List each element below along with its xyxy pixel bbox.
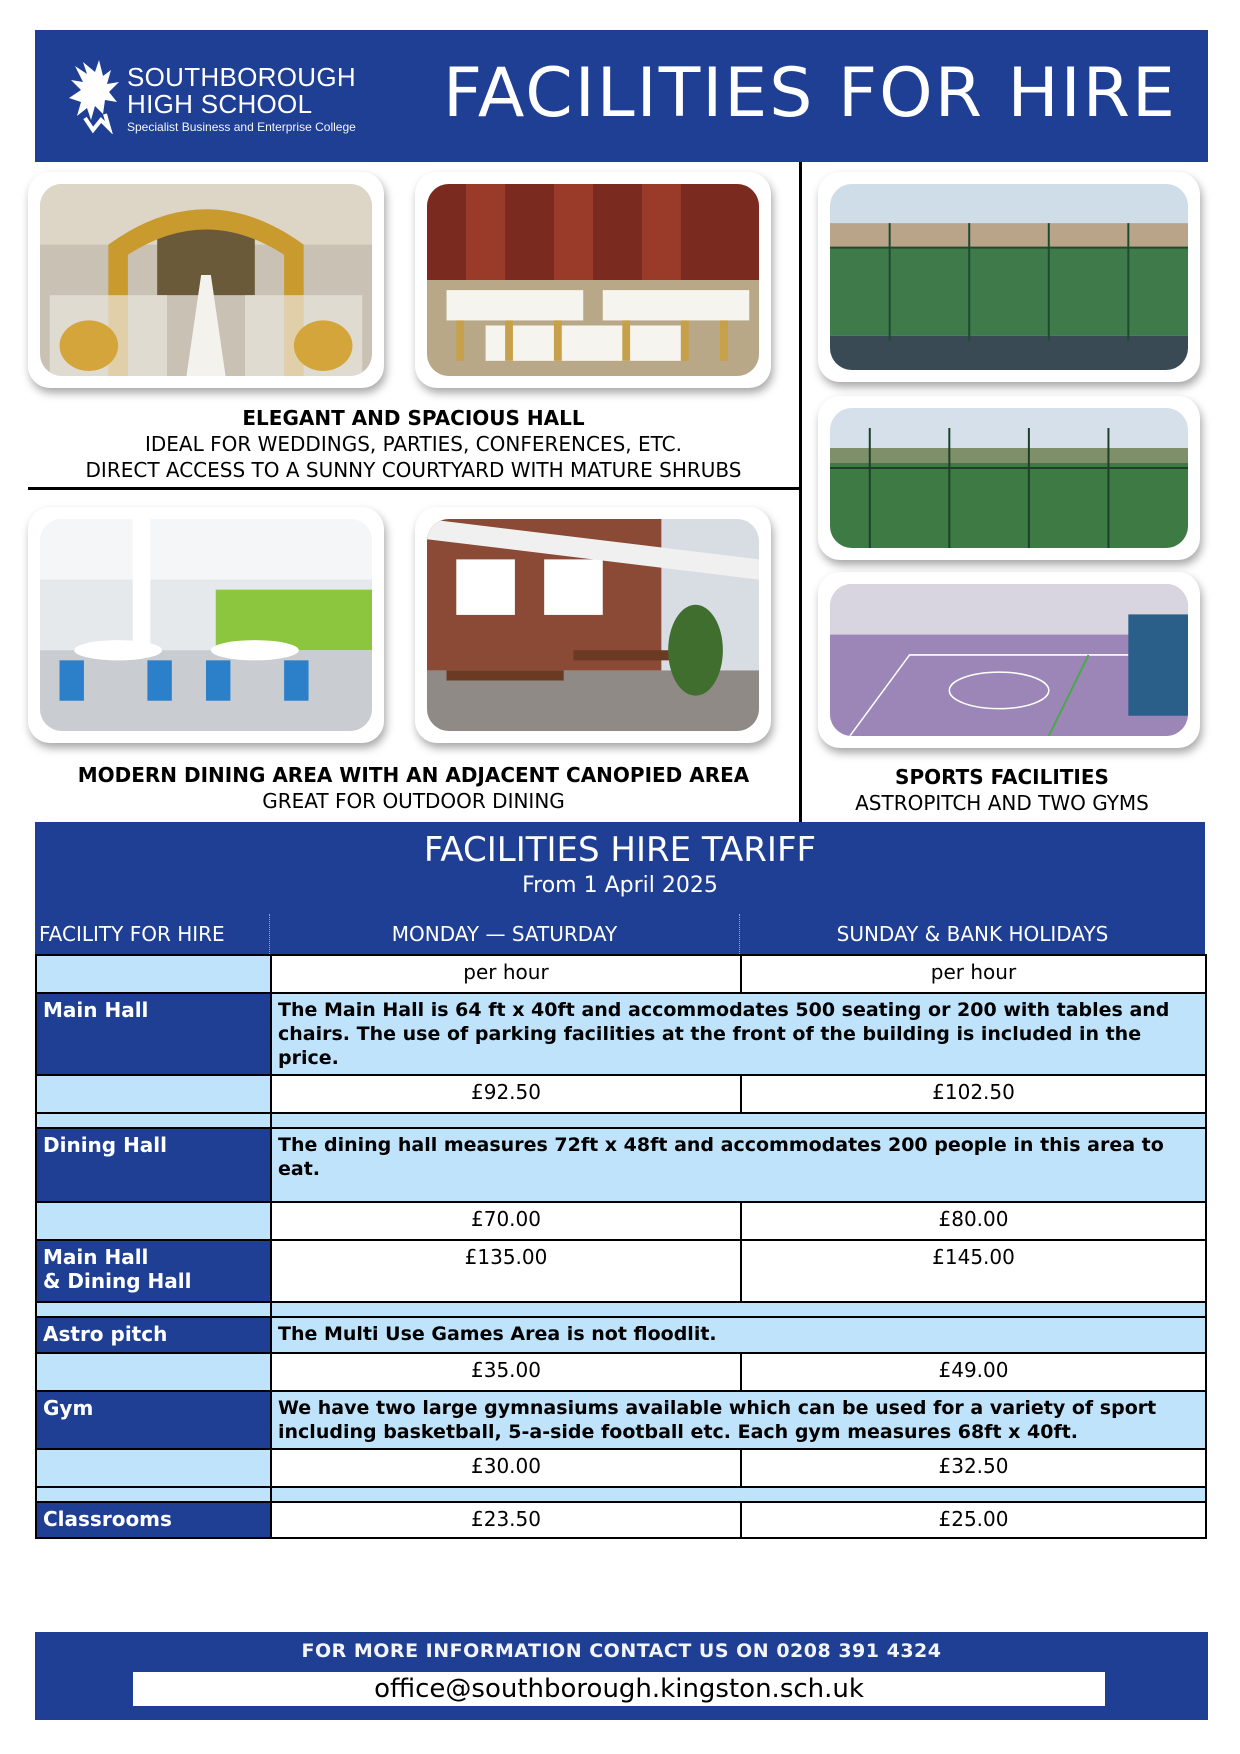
unit-weekday: per hour [271, 955, 741, 993]
astro-weekend-price: £49.00 [741, 1353, 1206, 1391]
dining-hall-weekday-price: £70.00 [271, 1202, 741, 1240]
table-row [36, 1240, 1206, 1302]
dining-hall-description: The dining hall measures 72ft x 48ft and accommodates 200 people in this area to eat. [271, 1128, 1206, 1202]
horizontal-divider [28, 487, 799, 490]
photo-gym [818, 572, 1200, 748]
combined-name-line-1: Main Hall [43, 1245, 149, 1269]
main-hall-weekday-price: £92.50 [271, 1075, 741, 1113]
facility-main-hall: Main Hall [36, 993, 271, 1075]
table-spacer [36, 1113, 1206, 1128]
tariff-section [35, 822, 1205, 1539]
tariff-subtitle: From 1 April 2025 [522, 873, 718, 898]
hall-heading: ELEGANT AND SPACIOUS HALL [242, 406, 585, 430]
tariff-table [35, 954, 1207, 1539]
contact-phone-text: FOR MORE INFORMATION CONTACT US ON 0208 391 4324 [301, 1640, 942, 1662]
contact-footer [35, 1632, 1208, 1720]
facility-astro-pitch: Astro pitch [36, 1317, 271, 1353]
combined-name-line-2: & Dining Hall [43, 1269, 192, 1293]
table-row [36, 1502, 1206, 1538]
classrooms-weekend-price: £25.00 [741, 1502, 1206, 1538]
unit-weekend: per hour [741, 955, 1206, 993]
facility-main-and-dining-hall [36, 1240, 271, 1302]
photo-hall-wedding [28, 172, 384, 388]
classrooms-weekday-price: £23.50 [271, 1502, 741, 1538]
dining-line-1: GREAT FOR OUTDOOR DINING [262, 789, 565, 813]
dining-hall-weekend-price: £80.00 [741, 1202, 1206, 1240]
gym-weekday-price: £30.00 [271, 1449, 741, 1487]
main-hall-weekend-price: £102.50 [741, 1075, 1206, 1113]
dining-heading: MODERN DINING AREA WITH AN ADJACENT CANOPIED AREA [77, 763, 750, 787]
photo-dining-area [28, 507, 384, 743]
hall-line-1: IDEAL FOR WEDDINGS, PARTIES, CONFERENCES, ETC. [145, 432, 682, 456]
sports-caption [802, 764, 1202, 816]
facility-gym: Gym [36, 1391, 271, 1449]
facility-classrooms: Classrooms [36, 1502, 271, 1538]
column-weekday: MONDAY — SATURDAY [270, 914, 740, 954]
photo-canopied-area [415, 507, 771, 743]
facility-dining-hall: Dining Hall [36, 1128, 271, 1202]
column-weekend: SUNDAY & BANK HOLIDAYS [836, 922, 1109, 946]
gym-description: We have two large gymnasiums available which can be used for a variety of sport including basketball, 5-a-side football etc. Each gym measures 68ft x 40ft. [271, 1391, 1206, 1449]
photo-hall-tables [415, 172, 771, 388]
tariff-column-headers [35, 914, 1205, 954]
vertical-divider [799, 162, 802, 822]
table-row [36, 1202, 1206, 1240]
gym-weekend-price: £32.50 [741, 1449, 1206, 1487]
combined-weekday-price: £135.00 [271, 1240, 741, 1302]
dining-caption [28, 762, 799, 814]
table-row [36, 1391, 1206, 1449]
table-spacer [36, 1487, 1206, 1502]
table-row [36, 955, 1206, 993]
main-hall-description: The Main Hall is 64 ft x 40ft and accommodates 500 seating or 200 with tables and chairs. The use of parking facilities at the front of the building is included in the price. [271, 993, 1206, 1075]
table-row [36, 1449, 1206, 1487]
astro-weekday-price: £35.00 [271, 1353, 741, 1391]
school-logo [65, 58, 425, 138]
table-row [36, 993, 1206, 1075]
photo-astropitch-2 [818, 396, 1200, 560]
school-subtitle: Specialist Business and Enterprise College [127, 120, 356, 134]
table-row [36, 1075, 1206, 1113]
school-name: SOUTHBOROUGH HIGH SCHOOL [127, 62, 356, 119]
combined-weekend-price: £145.00 [741, 1240, 1206, 1302]
contact-email[interactable]: office@southborough.kingston.sch.uk [133, 1672, 1105, 1706]
sports-heading: SPORTS FACILITIES [895, 765, 1109, 789]
table-row [36, 1128, 1206, 1202]
table-row [36, 1317, 1206, 1353]
photo-astropitch-1 [818, 172, 1200, 382]
tariff-header [35, 822, 1205, 914]
column-facility: FACILITY FOR HIRE [35, 914, 270, 954]
table-row [36, 1353, 1206, 1391]
hall-line-2: DIRECT ACCESS TO A SUNNY COURTYARD WITH MATURE SHRUBS [85, 458, 742, 482]
sports-line-1: ASTROPITCH AND TWO GYMS [855, 791, 1149, 815]
astro-description: The Multi Use Games Area is not floodlit. [271, 1317, 1206, 1353]
hall-caption [28, 405, 799, 483]
page-title: FACILITIES FOR HIRE [443, 54, 1177, 133]
table-spacer [36, 1302, 1206, 1317]
header-banner [35, 30, 1208, 162]
griffin-crest-icon [65, 58, 129, 134]
tariff-title: FACILITIES HIRE TARIFF [423, 830, 817, 870]
